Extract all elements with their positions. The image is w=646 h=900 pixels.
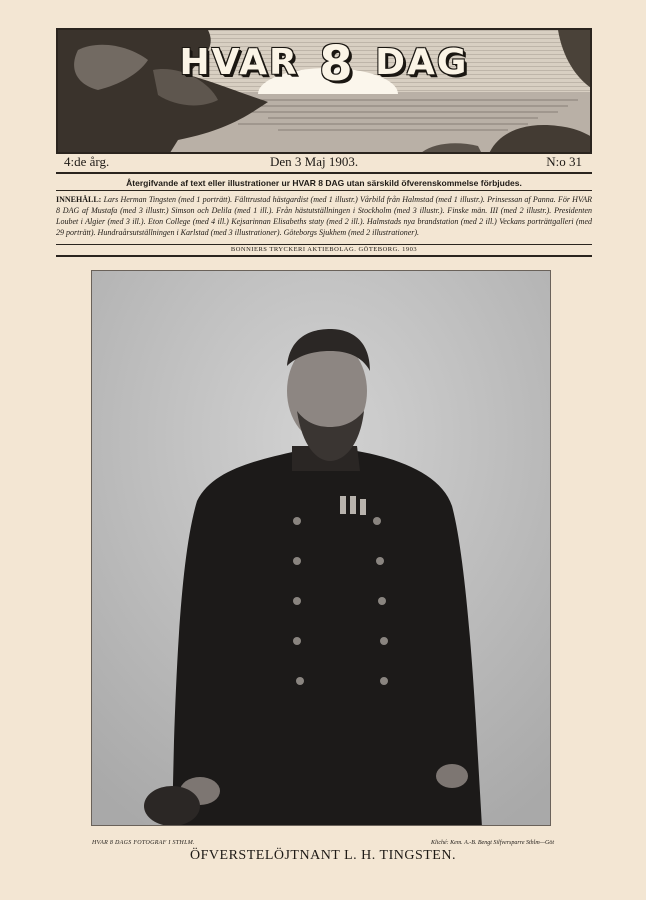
contents-text: Lars Herman Tingsten (med 1 porträtt). Fälttrustad hästgardist (med 1 illustr.) Vårbild från Halmstad (med 1 illustr.). Prinsessan af Panna. För HVAR 8 DAG af Mustafa (med 3 illustr.) Simson och Delila (med 1 ill.). Från hästutställningen i Stockholm (med 3 illustr.). Finske män. III (med 2 illustr.). Presidenten Loubet i Algier (med 3 ill.). Eton College (med 4 ill.) Kejsarinnan Elisabeths staty (med 2 ill.). Halmstads nya brandstation (med 2 ill.) Veckans porträttgalleri (med 29 porträtt). Hundraårsutställningen i Karlstad (med 3 illustrationer). Göteborgs Sjukhem (med 2 illustrationer).: [56, 195, 593, 237]
table-of-contents: [56, 194, 592, 238]
portrait-photograph: [91, 270, 551, 826]
divider: [56, 255, 592, 257]
contents-label: INNEHÅLL:: [56, 195, 102, 204]
title-word-dag: DAG: [375, 42, 469, 83]
masthead: [56, 28, 592, 154]
divider: [56, 190, 592, 191]
issue-number: N:o 31: [546, 154, 582, 169]
issue-date: Den 3 Maj 1903.: [270, 154, 359, 169]
volume-label: 4:de årg.: [64, 154, 110, 169]
title-number: 8: [319, 36, 355, 92]
portrait-figure: [92, 271, 551, 826]
photographer-credit: HVAR 8 DAGS FOTOGRAF I STHLM.: [92, 840, 195, 846]
masthead-title: [58, 36, 590, 92]
divider: [56, 244, 592, 245]
photo-caption: ÖFVERSTELÖJTNANT L. H. TINGSTEN.: [190, 848, 456, 863]
engraver-credit: Kliché: Kem. A.-B. Bengt Silfversparre Sthlm—Göt: [431, 840, 554, 846]
title-word-hvar: HVAR: [179, 42, 299, 83]
issue-line: [60, 154, 586, 172]
copyright-notice: Återgifvande af text eller illustrationer ur HVAR 8 DAG utan särskild öfverenskommelse förbjudes.: [126, 178, 522, 188]
printer-line: BONNIERS TRYCKERI AKTIEBOLAG. GÖTEBORG. 1903: [230, 246, 418, 253]
divider: [56, 172, 592, 174]
